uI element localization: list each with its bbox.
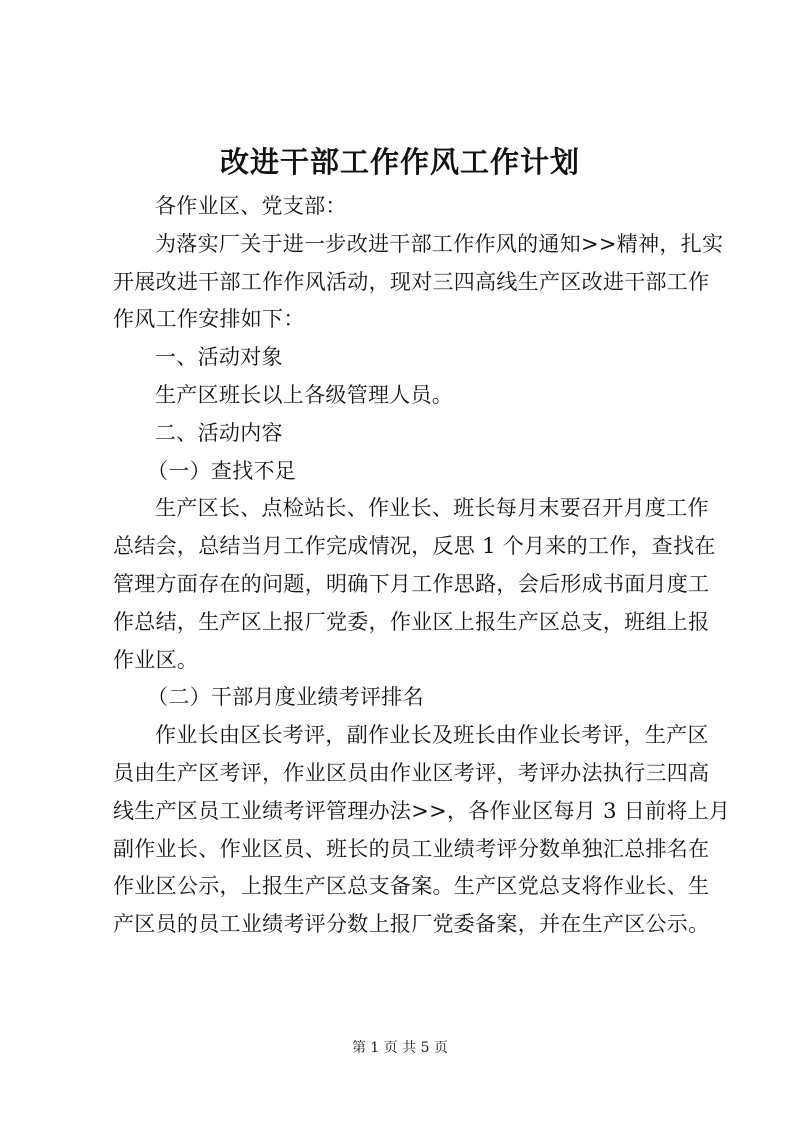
- section-text: 生产区班长以上各级管理人员。: [155, 382, 454, 407]
- paragraph-line: 管理方面存在的问题，明确下月工作思路，会后形成书面月度工: [113, 571, 710, 596]
- sub1-paragraph: [113, 490, 716, 679]
- document-body: [113, 188, 731, 944]
- paragraph-line: 作业长由区长考评，副作业长及班长由作业长考评，生产区: [155, 723, 709, 748]
- paragraph-line: 作风工作安排如下：: [113, 307, 305, 332]
- paragraph-line: 作业区公示，上报生产区总支备案。生产区党总支将作业长、生: [113, 874, 710, 899]
- section-heading: 二、活动内容: [155, 420, 283, 445]
- intro-paragraph: [113, 226, 724, 339]
- sub2-paragraph: [113, 717, 731, 944]
- salutation: 各作业区、党支部：: [155, 194, 347, 218]
- subsection-heading: （二）干部月度业绩考评排名: [147, 685, 424, 710]
- paragraph-line: 产区员的员工业绩考评分数上报厂党委备案，并在生产区公示。: [113, 912, 710, 937]
- paragraph-line: 生产区长、点检站长、作业长、班长每月末要召开月度工作: [155, 496, 709, 521]
- subsection-heading: （一）查找不足: [147, 458, 297, 483]
- paragraph-line: 为落实厂关于进一步改进干部工作作风的通知>>精神，扎实: [155, 231, 724, 256]
- section-heading: 一、活动对象: [155, 345, 283, 370]
- paragraph-line: 总结会，总结当月工作完成情况，反思 1 个月来的工作，查找在: [113, 534, 716, 559]
- paragraph-line: 副作业长、作业区员、班长的员工业绩考评分数单独汇总排名在: [113, 836, 710, 861]
- paragraph-line: 线生产区员工业绩考评管理办法>>，各作业区每月 3 日前将上月: [113, 798, 731, 823]
- document-title: 改进干部工作作风工作计划: [219, 145, 580, 179]
- paragraph-line: 员由生产区考评，作业区员由作业区考评，考评办法执行三四高: [113, 760, 710, 785]
- paragraph-line: 作业区。: [113, 647, 199, 672]
- paragraph-line: 开展改进干部工作作风活动，现对三四高线生产区改进干部工作: [113, 269, 710, 294]
- page-footer: 第 1 页 共 5 页: [351, 1040, 449, 1056]
- paragraph-line: 作总结，生产区上报厂党委，作业区上报生产区总支，班组上报: [113, 609, 710, 634]
